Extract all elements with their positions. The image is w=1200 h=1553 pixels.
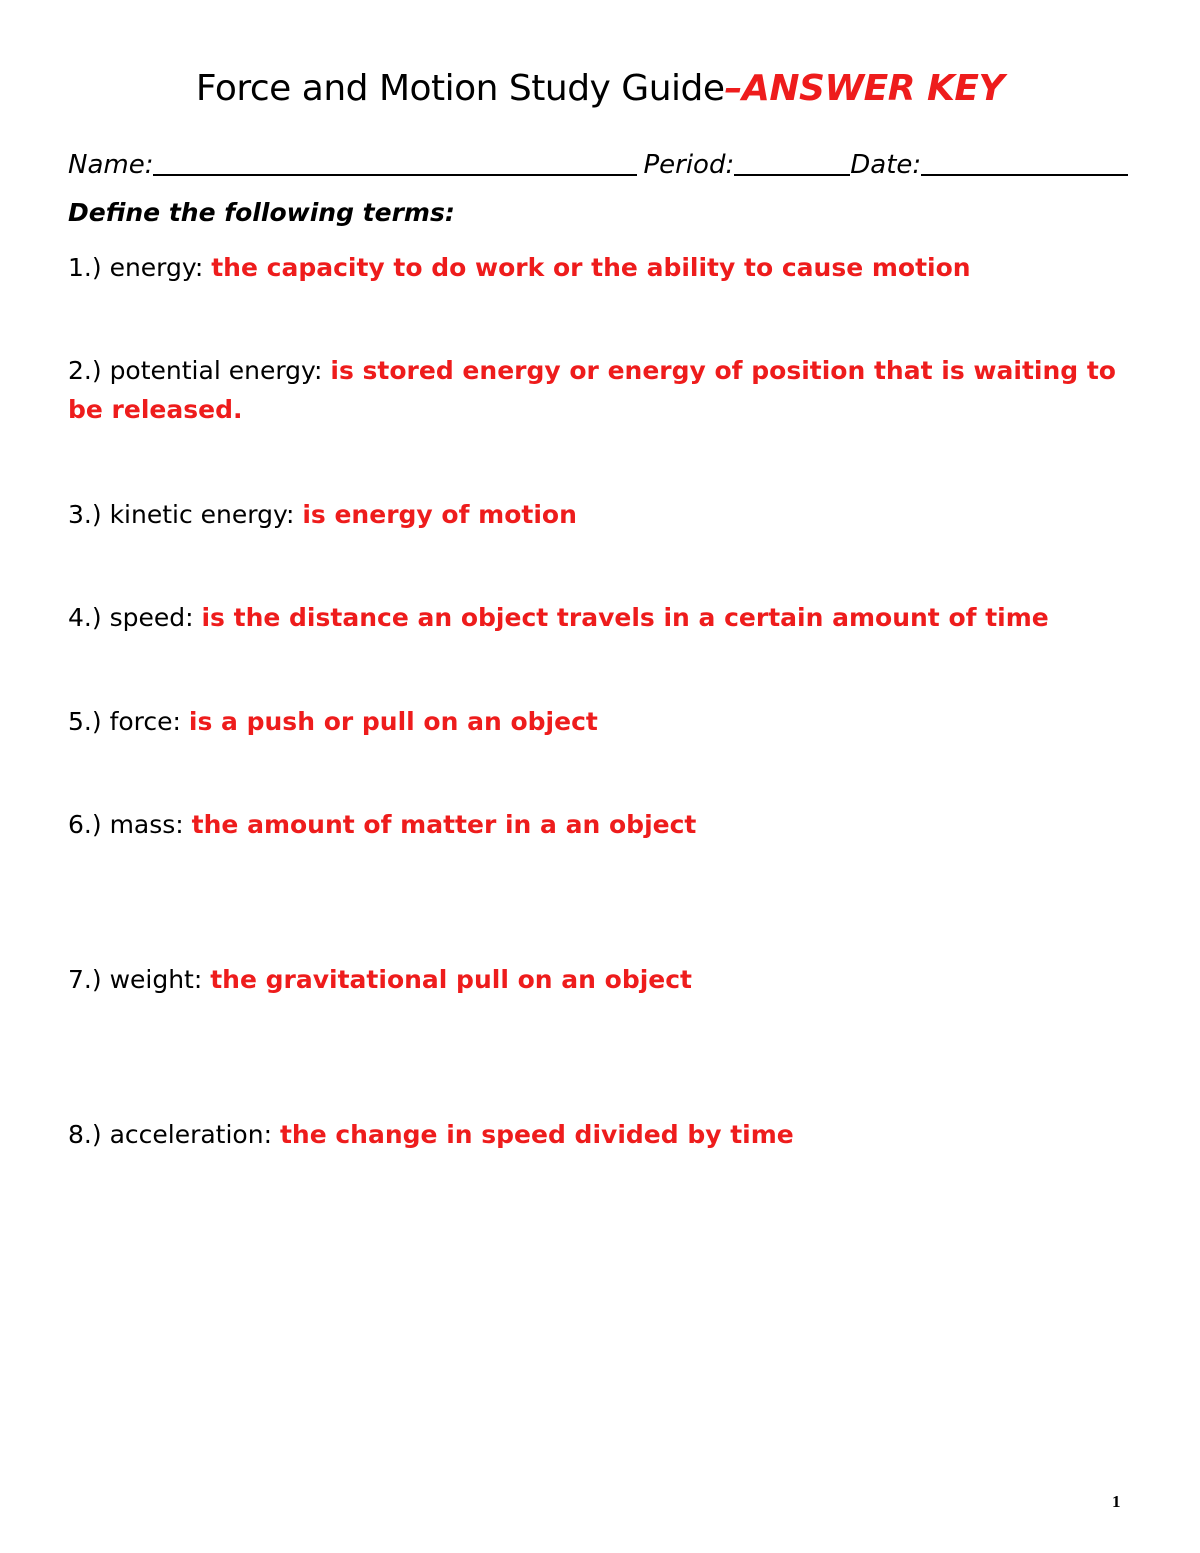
- term-number: 5.): [68, 707, 102, 736]
- student-info-row: [68, 144, 1128, 180]
- term-answer: is a push or pull on an object: [188, 707, 598, 736]
- term-word: mass:: [109, 810, 184, 839]
- term-answer: is energy of motion: [302, 500, 577, 529]
- term-number: 2.): [68, 356, 102, 385]
- title-answer-key: –ANSWER KEY: [724, 68, 1005, 109]
- term-answer: the capacity to do work or the ability to cause motion: [211, 253, 971, 282]
- term-answer: the amount of matter in a an object: [191, 810, 697, 839]
- term-word: weight:: [109, 965, 203, 994]
- term-word: acceleration:: [109, 1120, 272, 1149]
- term-answer: is the distance an object travels in a certain amount of time: [201, 603, 1049, 632]
- term-number: 1.): [68, 253, 102, 282]
- date-blank-line: [921, 172, 1128, 176]
- term-item-speed: [68, 598, 1128, 637]
- term-answer: the gravitational pull on an object: [210, 965, 693, 994]
- term-number: 3.): [68, 500, 102, 529]
- term-item-mass: [68, 805, 1128, 844]
- period-blank-line: [734, 172, 850, 176]
- date-label: Date:: [850, 150, 922, 180]
- term-number: 4.): [68, 603, 102, 632]
- period-label: Period:: [643, 150, 735, 180]
- term-word: force:: [109, 707, 181, 736]
- term-number: 7.): [68, 965, 102, 994]
- term-item-weight: [68, 960, 1128, 999]
- term-word: speed:: [109, 603, 194, 632]
- title-main: Force and Motion Study Guide: [195, 68, 725, 109]
- term-item-energy: [68, 248, 1128, 287]
- term-word: potential energy:: [109, 356, 323, 385]
- term-answer: the change in speed divided by time: [279, 1120, 794, 1149]
- term-item-acceleration: [68, 1115, 1128, 1154]
- page-title: [0, 68, 1200, 109]
- term-number: 6.): [68, 810, 102, 839]
- term-answer: is stored energy or energy of position that is waiting to be released.: [68, 356, 1116, 424]
- term-word: kinetic energy:: [109, 500, 295, 529]
- page-number: 1: [1112, 1492, 1121, 1511]
- term-item-potential-energy: [68, 351, 1128, 429]
- name-label: Name:: [68, 150, 154, 180]
- name-blank-line: [153, 172, 637, 176]
- term-word: energy:: [109, 253, 204, 282]
- term-number: 8.): [68, 1120, 102, 1149]
- section-heading: Define the following terms:: [68, 198, 455, 227]
- term-item-force: [68, 702, 1128, 741]
- term-item-kinetic-energy: [68, 495, 1128, 534]
